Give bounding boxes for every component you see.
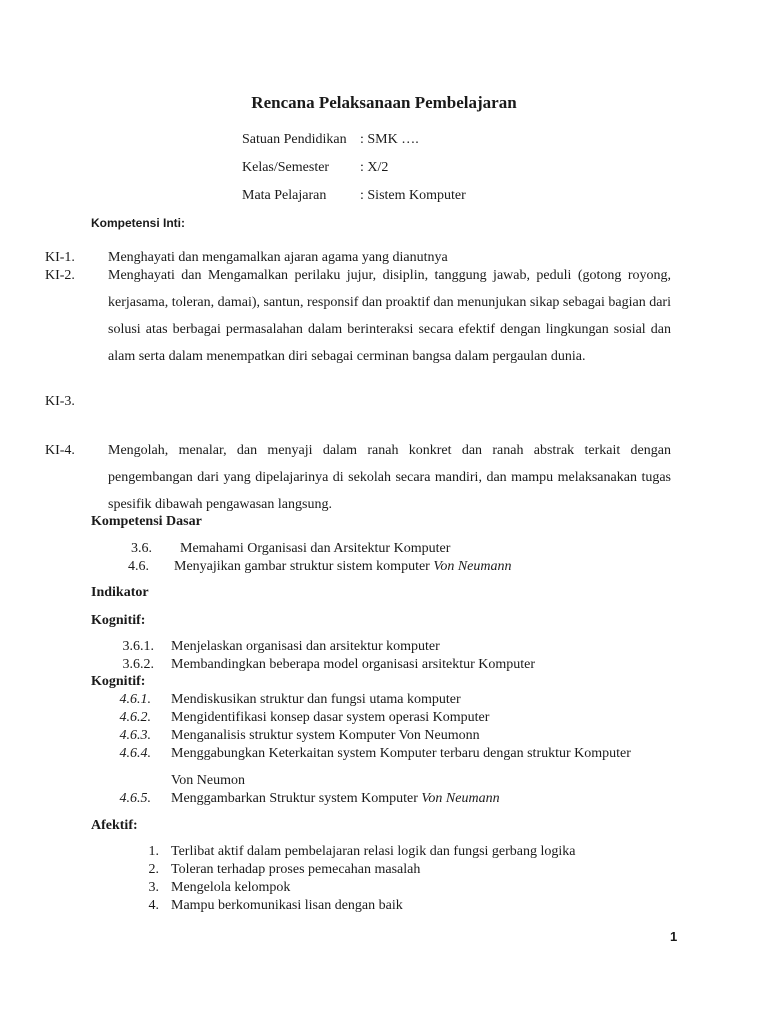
indikator-heading: Indikator xyxy=(91,585,149,600)
identity-value-class: : X/2 xyxy=(360,160,389,175)
afektif-number: 4. xyxy=(148,898,159,913)
ki-code: KI-1. xyxy=(45,250,75,265)
indicator-text: Menjelaskan organisasi dan arsitektur komputer xyxy=(171,639,440,654)
afektif-heading: Afektif: xyxy=(91,818,138,833)
kd-text: Menyajikan gambar struktur sistem komputer Von Neumann xyxy=(174,559,512,574)
ki-text: Menghayati dan mengamalkan ajaran agama yang dianutnya xyxy=(108,250,448,265)
indicator-text: Membandingkan beberapa model organisasi arsitektur Komputer xyxy=(171,657,536,672)
afektif-number: 3. xyxy=(148,880,159,895)
kognitif-heading: Kognitif: xyxy=(91,613,146,628)
indicator-number: 3.6.2. xyxy=(122,657,154,672)
kd-heading: Kompetensi Dasar xyxy=(91,514,202,529)
indicator-number: 4.6.5. xyxy=(119,791,151,806)
ki-code: KI-2. xyxy=(45,268,75,283)
indicator-number: 3.6.1. xyxy=(122,639,154,654)
indicator-text: Menggabungkan Keterkaitan system Komputer terbaru dengan struktur Komputer xyxy=(171,746,631,761)
afektif-text: Toleran terhadap proses pemecahan masalah xyxy=(171,862,421,877)
indicator-text: Mengidentifikasi konsep dasar system operasi Komputer xyxy=(171,710,490,725)
indicator-text-continuation: Von Neumon xyxy=(171,773,246,788)
document-title: Rencana Pelaksanaan Pembelajaran xyxy=(251,93,517,112)
indicator-number: 4.6.1. xyxy=(119,692,151,707)
identity-value-subject: : Sistem Komputer xyxy=(360,188,466,203)
afektif-text: Mampu berkomunikasi lisan dengan baik xyxy=(171,898,403,913)
afektif-number: 1. xyxy=(148,844,159,859)
indicator-number: 4.6.4. xyxy=(119,746,151,761)
kd-number: 3.6. xyxy=(131,541,152,556)
identity-label-school: Satuan Pendidikan xyxy=(242,132,347,147)
identity-value-school: : SMK …. xyxy=(360,132,419,147)
afektif-text: Mengelola kelompok xyxy=(171,880,291,895)
indicator-number: 4.6.2. xyxy=(119,710,151,725)
ki-heading: Kompetensi Inti: xyxy=(91,216,186,230)
page-number: 1 xyxy=(670,929,678,944)
kd-text: Memahami Organisasi dan Arsitektur Komputer xyxy=(180,541,451,556)
indicator-text: Menganalisis struktur system Komputer Von Neumonn xyxy=(171,728,480,743)
kognitif-heading: Kognitif: xyxy=(91,674,146,689)
identity-label-class: Kelas/Semester xyxy=(242,160,330,175)
identity-label-subject: Mata Pelajaran xyxy=(242,188,327,203)
indicator-text: Mendiskusikan struktur dan fungsi utama komputer xyxy=(171,692,461,707)
ki-code: KI-4. xyxy=(45,443,75,458)
kd-number: 4.6. xyxy=(128,559,149,574)
afektif-number: 2. xyxy=(148,862,159,877)
indicator-number: 4.6.3. xyxy=(119,728,151,743)
afektif-text: Terlibat aktif dalam pembelajaran relasi logik dan fungsi gerbang logika xyxy=(171,844,576,859)
ki-text: Menghayati dan Mengamalkan perilaku jujur, disiplin, tanggung jawab, peduli (gotong royong, kerjasama, toleran, damai), santun, responsif dan proaktif dan menunjukan sikap sebagai bagian dari solusi atas berbagai permasalahan dalam berinteraksi secara efektif dengan lingkungan sosial dan alam serta dalam menempatkan diri sebagai cerminan bangsa dalam pergaulan dunia. xyxy=(108,268,671,364)
ki-text: Mengolah, menalar, dan menyaji dalam ranah konkret dan ranah abstrak terkait dengan pengembangan dari yang dipelajarinya di sekolah secara mandiri, dan mampu melaksanakan tugas spesifik dibawah pengawasan langsung. xyxy=(108,443,671,512)
ki-code: KI-3. xyxy=(45,394,75,409)
indicator-text: Menggambarkan Struktur system Komputer Von Neumann xyxy=(171,791,500,806)
